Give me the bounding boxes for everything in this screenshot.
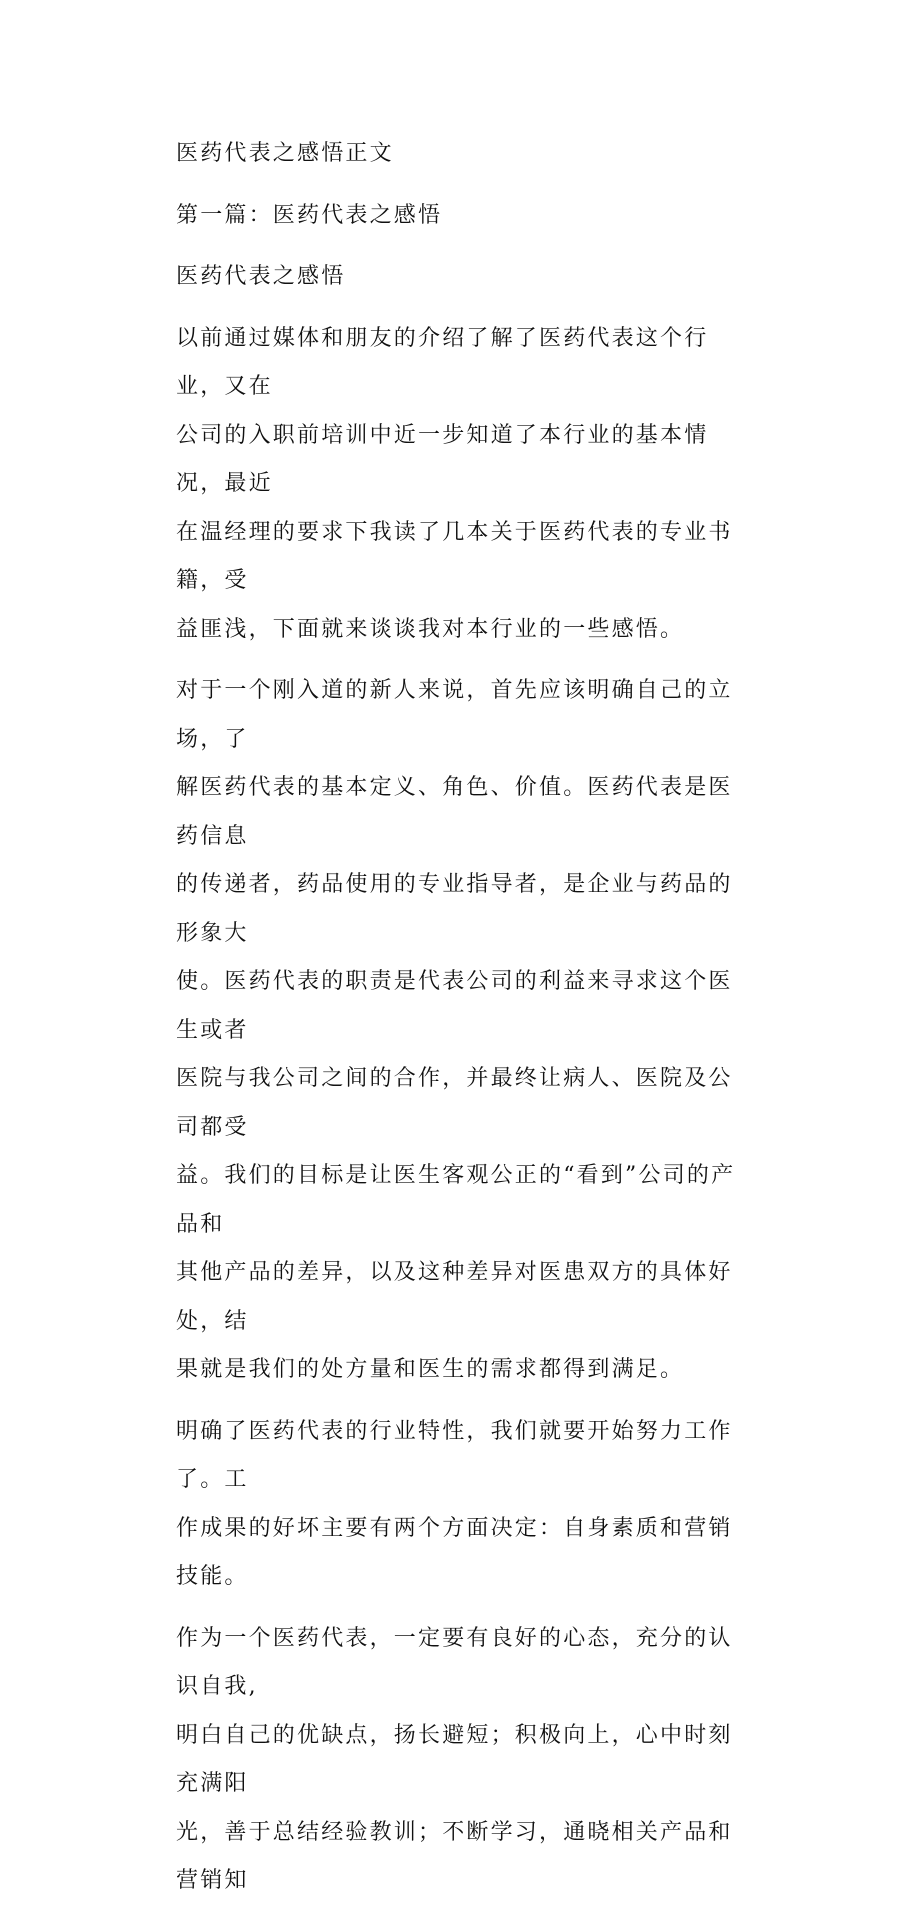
- paragraph-line: 果就是我们的处方量和医生的需求都得到满足。: [176, 1357, 685, 1382]
- paragraph-line: 明确了医药代表的行业特性，我们就要开始努力工作了。工: [176, 1418, 733, 1492]
- paragraph-line: 光，善于总结经验教训；不断学习，通晓相关产品和营销知: [176, 1819, 733, 1893]
- paragraph-line: 明白自己的优缺点，扬长避短；积极向上，心中时刻充满阳: [176, 1722, 733, 1796]
- paragraph-line: 对于一个刚入道的新人来说，首先应该明确自己的立场，了: [176, 678, 733, 752]
- paragraph-line: 解医药代表的基本定义、角色、价值。医药代表是医药信息: [176, 775, 733, 849]
- paragraph-line: 作成果的好坏主要有两个方面决定：自身素质和营销技能。: [176, 1515, 733, 1589]
- document-body: [176, 130, 746, 1919]
- paragraph-line: 公司的入职前培训中近一步知道了本行业的基本情况，最近: [176, 422, 709, 496]
- paragraph-4: [176, 1615, 746, 1906]
- paragraph-line: 使。医药代表的职责是代表公司的利益来寻求这个医生或者: [176, 969, 733, 1043]
- chapter-heading: 第一篇：医药代表之感悟: [176, 202, 443, 228]
- paragraph-line: 以前通过媒体和朋友的介绍了解了医药代表这个行业，又在: [176, 325, 709, 399]
- paragraph-1: [176, 315, 746, 655]
- paragraph-line: 医院与我公司之间的合作，并最终让病人、医院及公司都受: [176, 1066, 733, 1140]
- document-title: 医药代表之感悟正文: [176, 141, 394, 166]
- section-heading: 医药代表之感悟: [176, 264, 346, 289]
- paragraph-2: [176, 667, 746, 1395]
- paragraph-3: [176, 1408, 746, 1602]
- paragraph-line: 益。我们的目标是让医生客观公正的“看到”公司的产品和: [176, 1163, 736, 1237]
- paragraph-line: 作为一个医药代表，一定要有良好的心态，充分的认识自我,: [176, 1625, 733, 1699]
- paragraph-line: 其他产品的差异，以及这种差异对医患双方的具体好处，结: [176, 1260, 733, 1334]
- paragraph-line: 的传递者，药品使用的专业指导者，是企业与药品的形象大: [176, 872, 733, 946]
- paragraph-line: 在温经理的要求下我读了几本关于医药代表的专业书籍，受: [176, 519, 733, 593]
- paragraph-line: 益匪浅，下面就来谈谈我对本行业的一些感悟。: [176, 616, 685, 642]
